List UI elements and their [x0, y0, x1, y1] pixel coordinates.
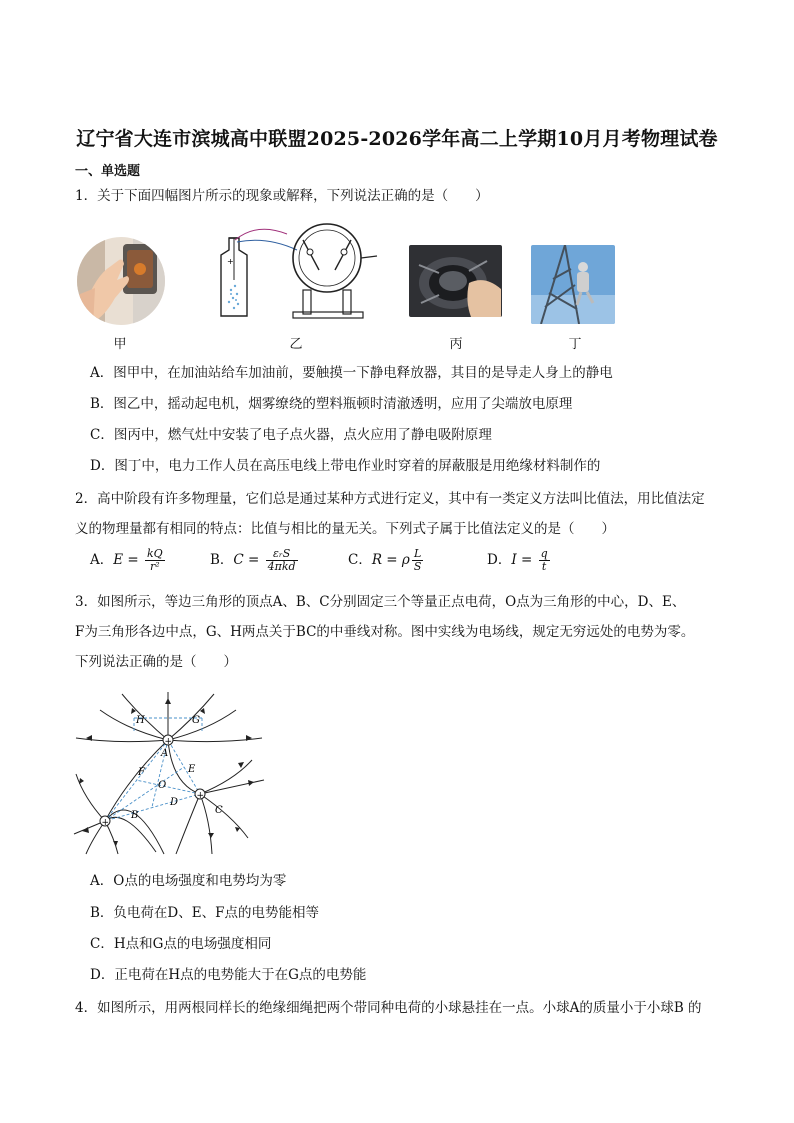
q3-option-a: A．O点的电场强度和电势均为零 — [90, 873, 287, 889]
q2-option-a: A．E = $\frac{kQ}{\text{r²}}$ — [90, 547, 163, 573]
q1-caption-bing: 丙 — [449, 337, 463, 352]
q1-figure-jia — [75, 236, 167, 326]
q3-option-c: C．H点和G点的电场强度相同 — [90, 936, 272, 952]
q2-stem-line2: 义的物理量都有相同的特点：比值与相比的量无关。下列式子属于比值法定义的是（ ） — [75, 521, 615, 537]
q1-caption-yi: 乙 — [289, 337, 303, 352]
q1-option-b: B．图乙中，摇动起电机，烟雾缭绕的塑料瓶顿时清澈透明，应用了尖端放电原理 — [90, 396, 573, 412]
q3-option-d: D．正电荷在H点的电势能大于在G点的电势能 — [90, 967, 367, 983]
label-f: F — [138, 767, 145, 778]
q1-option-a: A．图甲中，在加油站给车加油前，要触摸一下静电释放器，其目的是导走人身上的静电 — [90, 365, 613, 381]
label-c: C — [215, 805, 223, 816]
svg-text:+: + — [227, 257, 234, 266]
q2-option-d: D．I = $\frac{q}{t}$ — [487, 547, 548, 573]
q3-stem-line3: 下列说法正确的是（ ） — [75, 654, 237, 670]
q1-caption-jia: 甲 — [113, 337, 127, 352]
q4-stem: 4．如图所示，用两根同样长的绝缘细绳把两个带同种电荷的小球悬挂在一点。小球A的质量小于小球B 的 — [75, 1000, 702, 1016]
page-title: 辽宁省大连市滨城高中联盟2025-2026学年高二上学期10月月考物理试卷 — [76, 128, 718, 150]
q2-option-b: B．C = $\frac{\text{εᵣS}}{\text{4πkd}}$ — [210, 547, 296, 573]
q1-caption-ding: 丁 — [568, 337, 582, 352]
q3-stem-line2: F为三角形各边中点，G、H两点关于BC的中垂线对称。图中实线为电场线，规定无穷远处的电势为零。 — [75, 624, 695, 640]
q1-stem: 1．关于下面四幅图片所示的现象或解释，下列说法正确的是（ ） — [75, 188, 489, 204]
section-label: 一、单选题 — [75, 164, 141, 179]
label-b: B — [131, 810, 139, 821]
label-g: G — [192, 715, 200, 726]
q1-figure-ding — [531, 245, 615, 324]
q3-option-b: B．负电荷在D、E、F点的电势能相等 — [90, 905, 319, 921]
label-h: H — [136, 715, 145, 726]
label-o: O — [158, 780, 167, 791]
charge-b-plus: + — [101, 818, 110, 828]
q1-figure-yi — [207, 220, 385, 320]
q1-option-c: C．图丙中，燃气灶中安装了电子点火器，点火应用了静电吸附原理 — [90, 427, 492, 443]
charge-c-plus: + — [196, 791, 205, 801]
label-d: D — [170, 797, 179, 808]
q3-field-figure — [72, 688, 268, 856]
q1-option-d: D．图丁中，电力工作人员在高压电线上带电作业时穿着的屏蔽服是用绝缘材料制作的 — [90, 458, 601, 474]
q2-option-c: C．R = ρ $\frac{L}{S}$ — [348, 547, 422, 573]
charge-a-plus: + — [164, 737, 173, 747]
label-a: A — [161, 748, 169, 759]
q3-stem-line1: 3．如图所示，等边三角形的顶点A、B、C分别固定三个等量正点电荷，O点为三角形的中心，D、E、 — [75, 594, 686, 610]
label-e: E — [188, 764, 196, 775]
q1-figure-bing — [409, 245, 502, 317]
q2-stem-line1: 2．高中阶段有许多物理量，它们总是通过某种方式进行定义，其中有一类定义方法叫比值法，用比值法定 — [75, 491, 705, 507]
